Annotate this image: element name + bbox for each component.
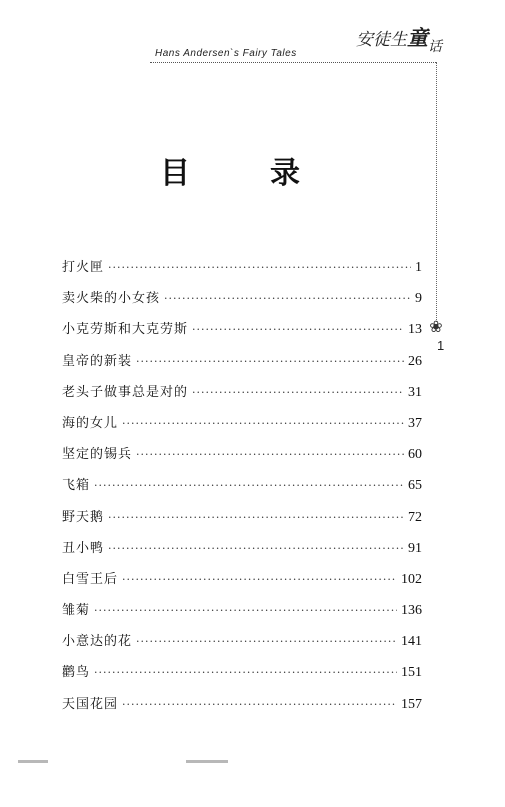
toc-entry-page: 65	[408, 478, 422, 494]
toc-entry-page: 102	[401, 571, 422, 587]
toc-entry-title: 小意达的花	[62, 634, 133, 650]
toc-entry[interactable]	[62, 657, 422, 688]
toc-entry-page: 136	[401, 603, 422, 619]
scan-mark	[18, 760, 48, 763]
toc-leader-dots	[122, 689, 397, 720]
title-char-1: 目	[160, 156, 190, 191]
toc-entry-title: 坚定的锡兵	[62, 447, 133, 463]
toc-entry-title: 皇帝的新装	[62, 353, 133, 369]
margin-dotted-rule	[436, 62, 437, 322]
toc-entry[interactable]	[62, 408, 422, 439]
toc-entry[interactable]	[62, 564, 422, 595]
scan-artifacts	[0, 760, 505, 770]
toc-entry[interactable]	[62, 314, 422, 345]
header-chinese-title	[356, 22, 442, 55]
toc-leader-dots	[94, 595, 397, 626]
toc-entry-title: 打火匣	[62, 260, 105, 275]
toc-entry-title: 野天鹅	[62, 509, 105, 525]
toc-entry-title: 天国花园	[62, 696, 119, 712]
toc-leader-dots	[192, 377, 404, 408]
toc-leader-dots	[136, 626, 397, 657]
toc-entry-page: 91	[408, 540, 422, 556]
toc-entry-title: 白雪王后	[62, 571, 119, 587]
toc-entry[interactable]	[62, 626, 422, 657]
toc-leader-dots	[108, 502, 404, 533]
page-title	[160, 148, 300, 192]
header-dotted-rule	[150, 62, 436, 63]
toc-entry-page: 72	[408, 509, 422, 525]
header-english-title: Hans Andersen`s Fairy Tales	[155, 48, 297, 59]
title-char-2: 录	[270, 156, 300, 191]
toc-entry[interactable]	[62, 533, 422, 564]
toc-entry-title: 小克劳斯和大克劳斯	[62, 322, 189, 338]
toc-leader-dots	[108, 533, 404, 564]
table-of-contents	[62, 252, 422, 720]
toc-leader-dots	[164, 283, 411, 314]
toc-entry[interactable]	[62, 283, 422, 314]
toc-leader-dots	[136, 439, 404, 470]
scan-mark	[186, 760, 228, 763]
toc-entry-title: 鹳鸟	[62, 665, 91, 681]
toc-entry-title: 老头子做事总是对的	[62, 384, 189, 400]
toc-entry[interactable]	[62, 346, 422, 377]
toc-entry[interactable]	[62, 377, 422, 408]
toc-entry-page: 1	[415, 260, 422, 275]
toc-entry-page: 37	[408, 415, 422, 431]
header-cn-part-1: 安徒生	[356, 30, 407, 50]
toc-entry-title: 飞箱	[62, 478, 91, 494]
page-number: 1	[437, 338, 445, 353]
toc-leader-dots	[122, 564, 397, 595]
toc-entry-page: 26	[408, 353, 422, 369]
toc-entry-page: 151	[401, 665, 422, 681]
toc-leader-dots	[122, 408, 404, 439]
toc-entry-page: 31	[408, 384, 422, 400]
toc-entry-title: 雏菊	[62, 603, 91, 619]
toc-entry[interactable]	[62, 439, 422, 470]
toc-leader-dots	[136, 346, 404, 377]
toc-entry-title: 海的女儿	[62, 415, 119, 431]
toc-entry[interactable]	[62, 252, 422, 283]
toc-entry[interactable]	[62, 595, 422, 626]
flower-icon: ❀	[429, 317, 443, 336]
header-cn-part-3: 话	[428, 39, 442, 55]
toc-entry-page: 60	[408, 447, 422, 463]
toc-entry-title: 卖火柴的小女孩	[62, 291, 161, 307]
toc-entry[interactable]	[62, 502, 422, 533]
toc-entry[interactable]	[62, 689, 422, 720]
toc-leader-dots	[192, 314, 404, 345]
toc-leader-dots	[94, 657, 397, 688]
header-cn-part-2: 童	[407, 25, 428, 50]
toc-entry-page: 13	[408, 322, 422, 338]
toc-entry-title: 丑小鸭	[62, 540, 105, 556]
toc-entry-page: 141	[401, 634, 422, 650]
toc-entry[interactable]	[62, 470, 422, 501]
toc-entry-page: 9	[415, 291, 422, 307]
toc-leader-dots	[94, 470, 404, 501]
toc-leader-dots	[108, 252, 411, 283]
toc-entry-page: 157	[401, 696, 422, 712]
